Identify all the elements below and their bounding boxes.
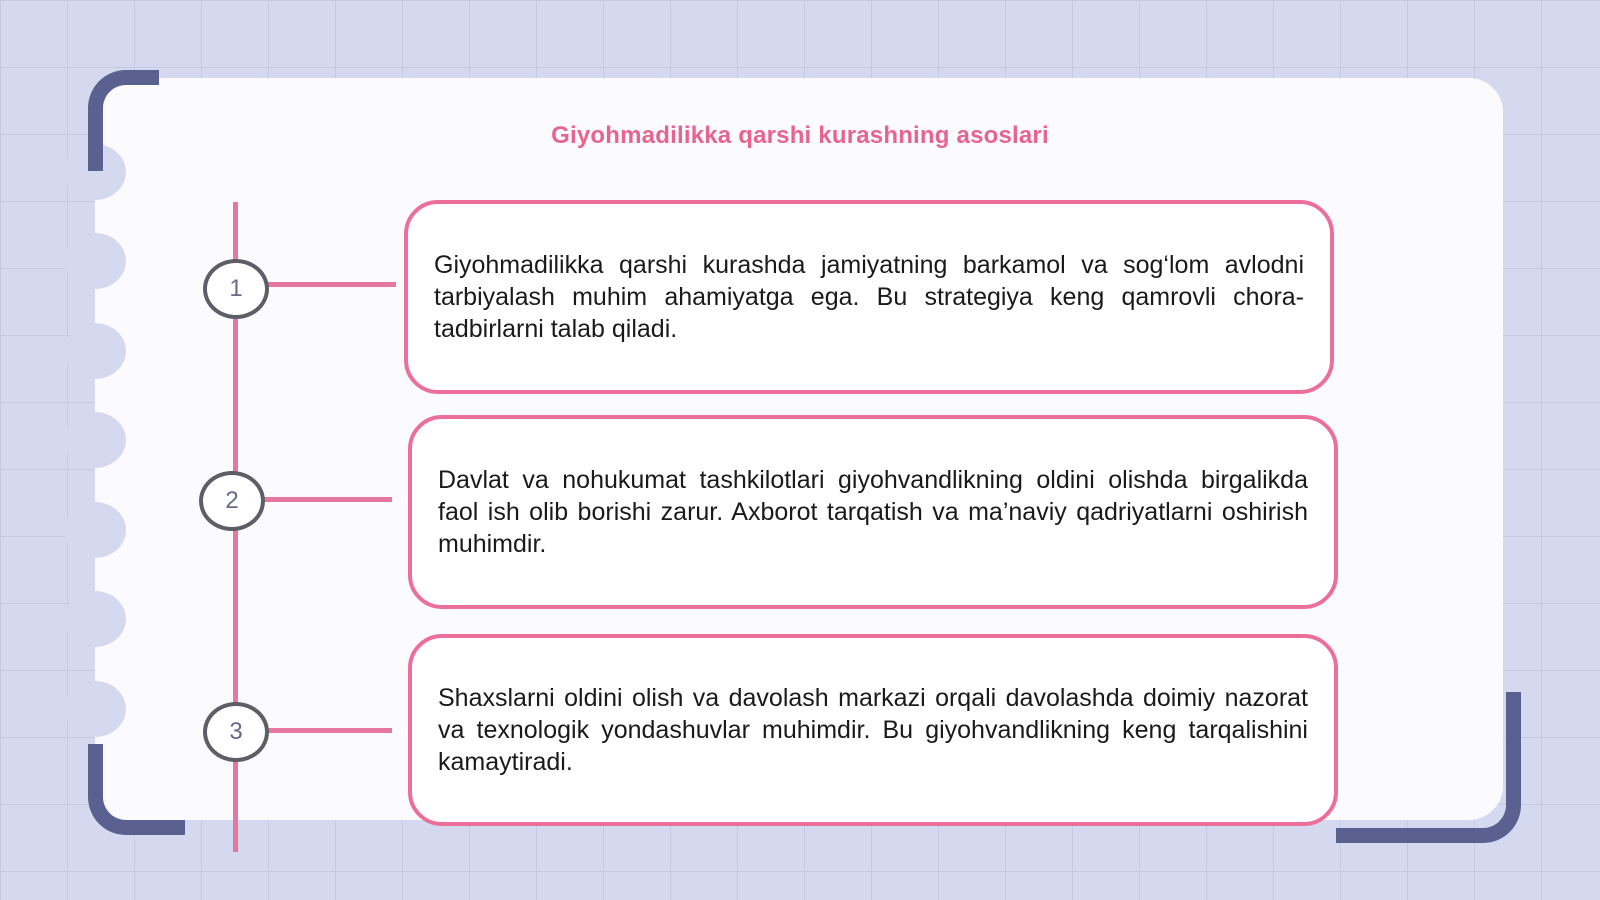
step-2-text: Davlat va nohukumat tashkilotlari giyohvandlikning oldini olishda birgalikda faol ish olib borishi zarur. Axborot tarqatish va ma’naviy qadriyatlarni oshirish muhimdir.	[438, 466, 1308, 558]
step-1-text: Giyohmadilikka qarshi kurashda jamiyatning barkamol va sog‘lom avlodni tarbiyalash muhim ahamiyatga ega. Bu strategiya keng qamrovli chora-tadbirlarni talab qiladi.	[434, 251, 1304, 343]
slide-title: Giyohmadilikka qarshi kurashning asoslari	[551, 122, 1049, 149]
paper-scallop	[64, 681, 126, 737]
paper-scallop	[64, 233, 126, 289]
paper-scallop	[64, 591, 126, 647]
frame-corner-bottom-right	[1336, 692, 1521, 843]
paper-scallop	[64, 323, 126, 379]
step-3-text: Shaxslarni oldini olish va davolash markazi orqali davolashda doimiy nazorat va texnologik yondashuvlar muhimdir. Bu giyohvandlikning keng tarqalishini kamaytiradi.	[438, 684, 1308, 776]
paper-scallop	[64, 412, 126, 468]
paper-scallop	[64, 502, 126, 558]
step-3-circle: 3	[203, 702, 269, 762]
frame-corner-bottom-left	[88, 744, 185, 835]
frame-corner-top-left	[88, 70, 159, 171]
step-1-card	[404, 200, 1334, 394]
step-2-connector	[258, 497, 392, 502]
step-2-circle: 2	[199, 471, 265, 531]
step-1-connector	[262, 282, 396, 287]
step-2-card	[408, 415, 1338, 609]
step-1-circle: 1	[203, 259, 269, 319]
step-3-connector	[262, 728, 392, 733]
step-3-card	[408, 634, 1338, 826]
